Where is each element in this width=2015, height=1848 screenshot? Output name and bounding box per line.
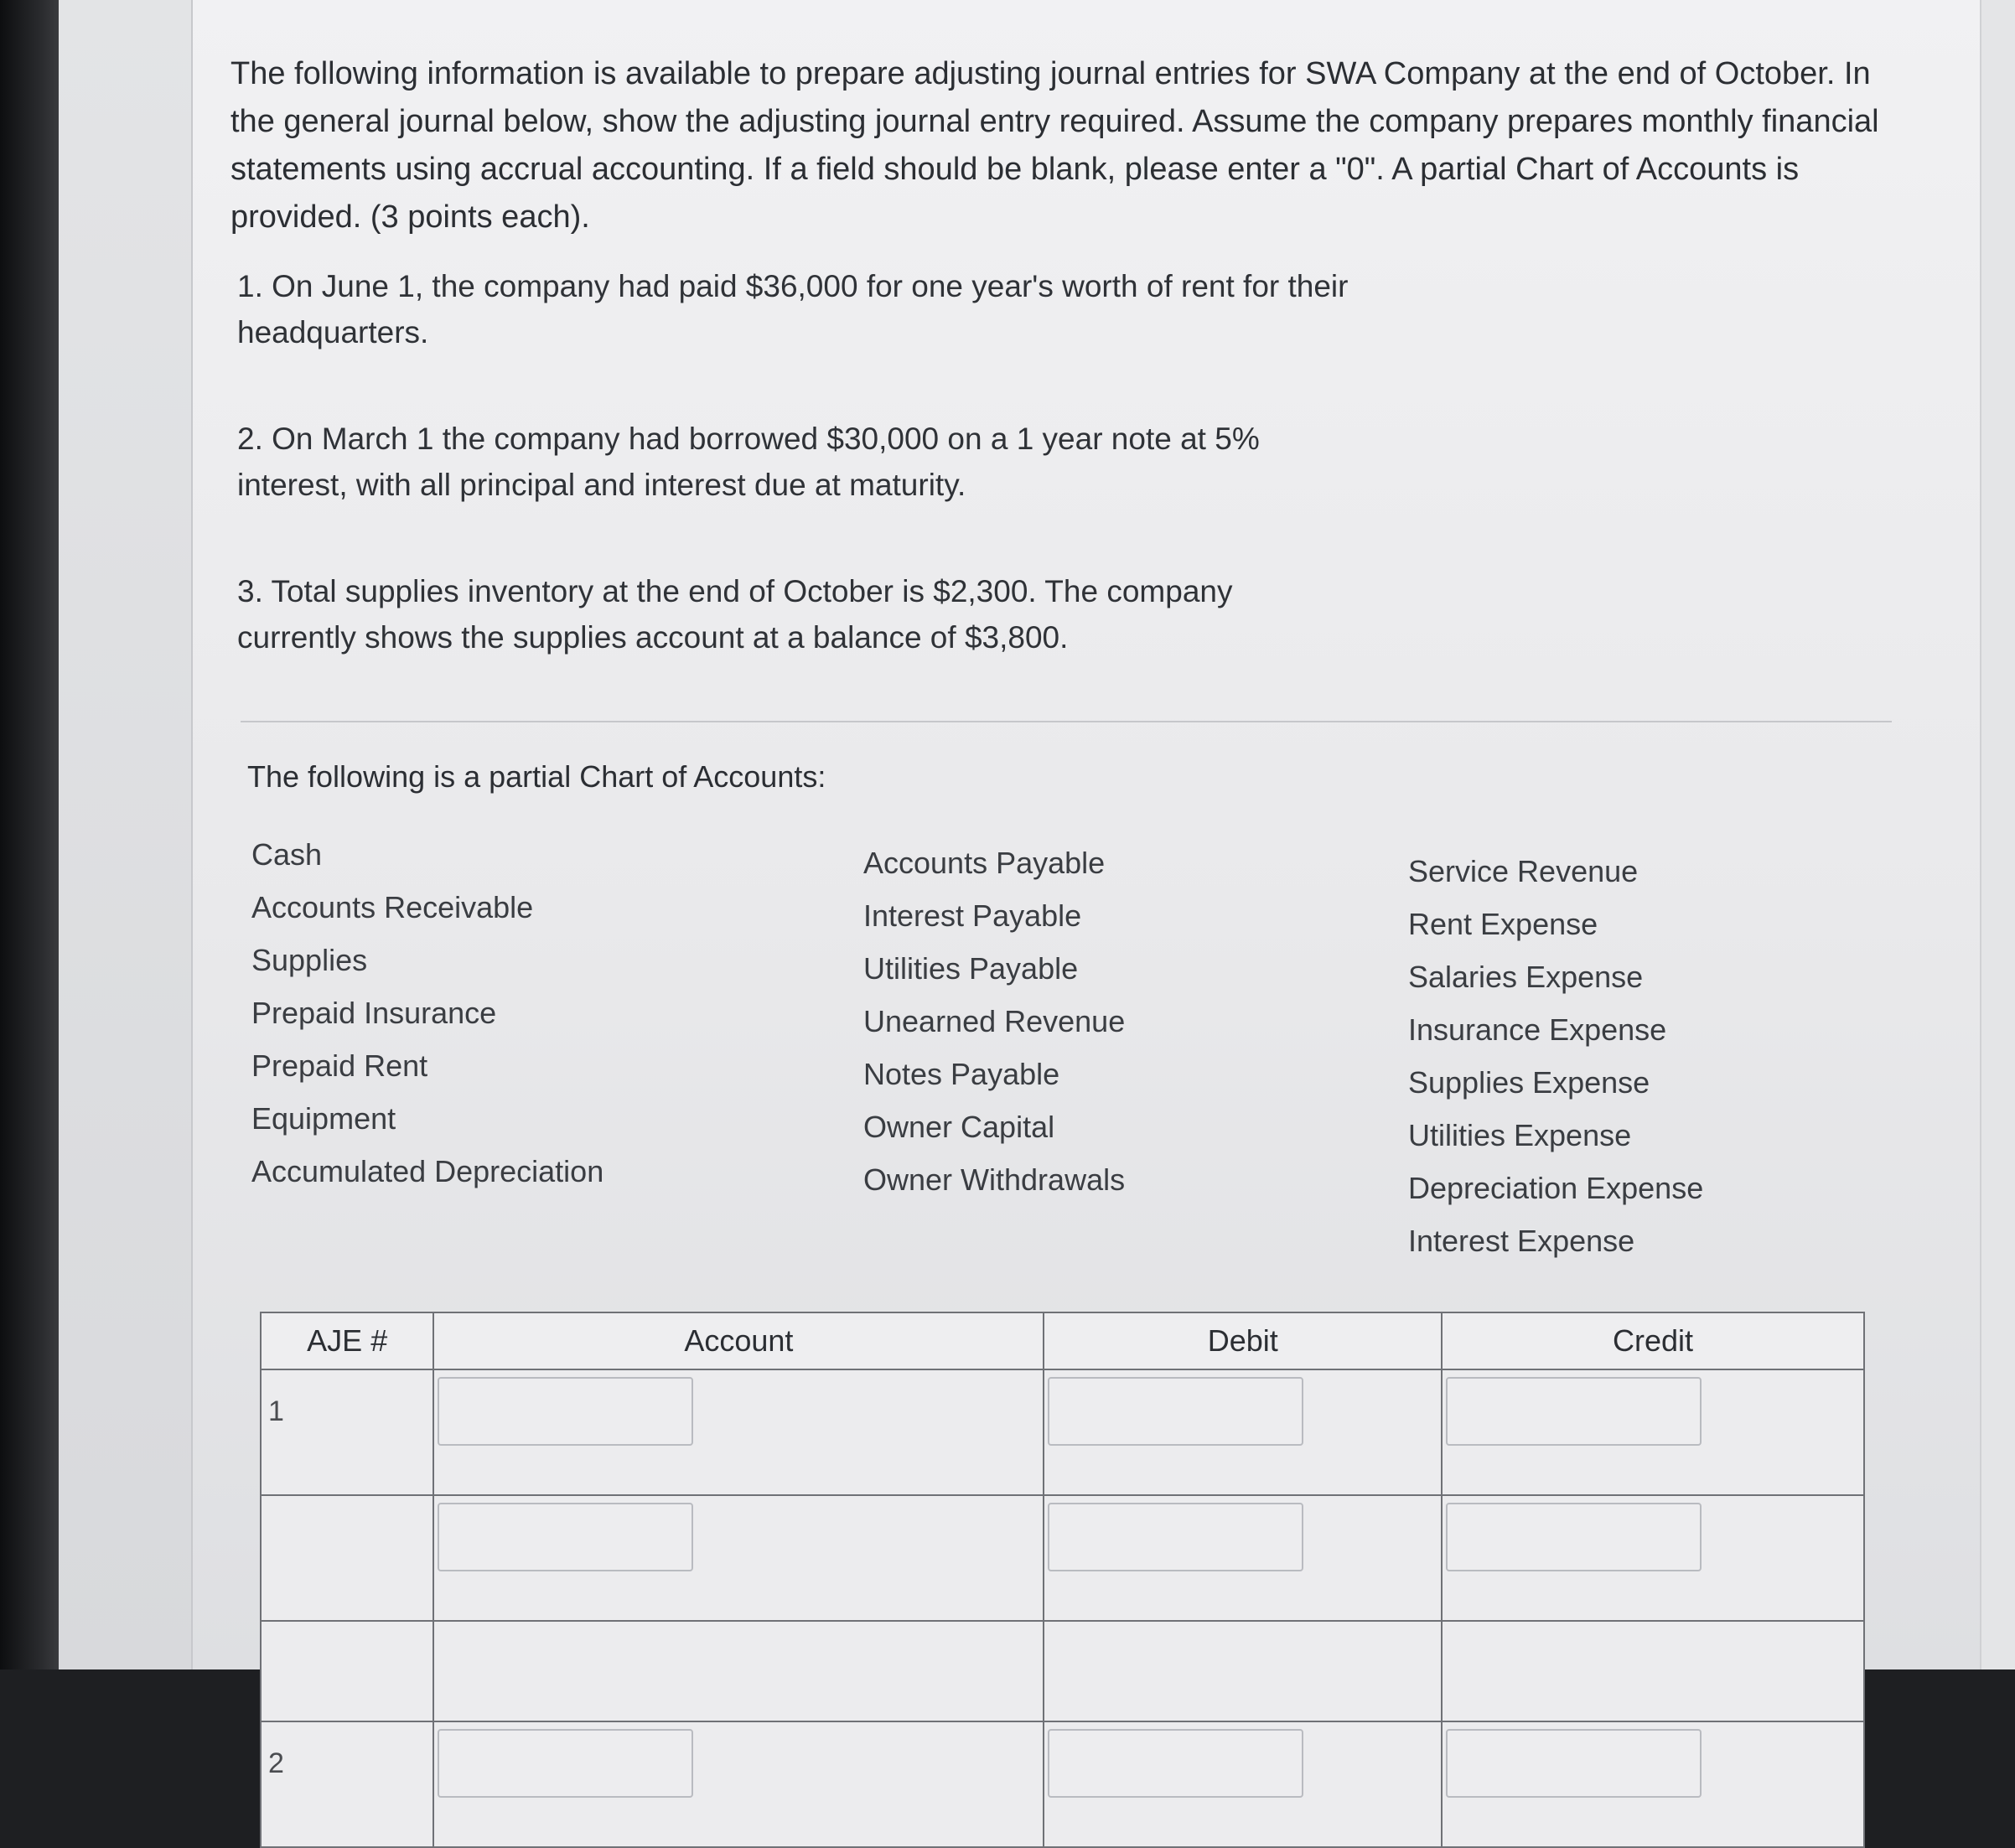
coa-account: Notes Payable [863,1057,1060,1091]
account-cell [433,1621,1044,1721]
coa-account: Utilities Payable [863,951,1079,986]
section-divider [241,721,1892,722]
problem-1: 1. On June 1, the company had paid $36,000 for one year's worth of rent for their headquarters. [237,269,1349,349]
coa-column-liabilities-equity [863,836,1125,1206]
column-header-account: Account [433,1312,1044,1369]
coa-account: Owner Withdrawals [863,1162,1126,1197]
coa-account: Prepaid Rent [251,1048,428,1083]
coa-account: Cash [251,837,323,872]
journal-row [261,1621,1864,1721]
coa-account: Interest Expense [1408,1224,1635,1258]
credit-cell [1442,1721,1864,1847]
coa-account: Accounts Payable [863,846,1106,880]
credit-input[interactable] [1446,1503,1702,1571]
coa-account: Prepaid Insurance [251,996,497,1030]
problem-2: 2. On March 1 the company had borrowed $30,000 on a 1 year note at 5% interest, with all principal and interest due at maturity. [237,422,1260,502]
credit-cell [1442,1495,1864,1621]
aje-number: 2 [261,1721,433,1847]
coa-column-revenue-expenses [1408,845,1703,1267]
coa-account: Salaries Expense [1408,960,1644,994]
chart-of-accounts [251,828,1907,1272]
right-scroll-gutter[interactable] [1980,0,2015,1669]
left-panel [59,0,193,1669]
problem-3: 3. Total supplies inventory at the end of October is $2,300. The company currently shows the supplies account at a balance of $3,800. [237,574,1233,655]
coa-account: Supplies [251,943,368,977]
aje-number [261,1621,433,1721]
coa-account: Equipment [251,1101,396,1136]
debit-cell [1044,1495,1442,1621]
journal-header-row [261,1312,1864,1369]
debit-input[interactable] [1048,1503,1303,1571]
coa-account: Owner Capital [863,1110,1055,1144]
coa-account: Insurance Expense [1408,1012,1667,1047]
account-cell [433,1369,1044,1495]
credit-cell [1442,1621,1864,1721]
debit-input[interactable] [1048,1729,1303,1798]
coa-account: Accumulated Depreciation [251,1154,604,1188]
column-header-debit: Debit [1044,1312,1442,1369]
coa-account: Depreciation Expense [1408,1171,1704,1205]
coa-account: Interest Payable [863,898,1082,933]
column-header-credit: Credit [1442,1312,1864,1369]
account-cell [433,1721,1044,1847]
monitor-bezel [0,0,59,1669]
aje-number [261,1495,433,1621]
debit-cell [1044,1369,1442,1495]
account-input[interactable] [438,1729,693,1798]
question-instructions: The following information is available to prepare adjusting journal entries for SWA Company at the end of October. In the general journal below, show the adjusting journal entry required. Assume the company prepares monthly financial statements using accrual accounting. If a field should be blank, please enter a "0". A partial Chart of Accounts is provided. (3 points each). [231,56,1879,235]
journal-row [261,1495,1864,1621]
aje-number: 1 [261,1369,433,1495]
coa-column-assets [251,828,603,1198]
debit-cell [1044,1721,1442,1847]
credit-cell [1442,1369,1864,1495]
credit-input[interactable] [1446,1729,1702,1798]
column-header-aje: AJE # [261,1312,433,1369]
account-cell [433,1495,1044,1621]
coa-account: Unearned Revenue [863,1004,1126,1038]
account-input[interactable] [438,1503,693,1571]
coa-account: Accounts Receivable [251,890,534,924]
account-input[interactable] [438,1377,693,1446]
coa-account: Rent Expense [1408,907,1598,941]
coa-account: Utilities Expense [1408,1118,1632,1152]
credit-input[interactable] [1446,1377,1702,1446]
coa-account: Service Revenue [1408,854,1639,888]
debit-cell [1044,1621,1442,1721]
debit-input[interactable] [1048,1377,1303,1446]
journal-row [261,1721,1864,1847]
coa-account: Supplies Expense [1408,1065,1650,1100]
journal-table [260,1312,1865,1848]
journal-row [261,1369,1864,1495]
chart-of-accounts-title: The following is a partial Chart of Accounts: [247,759,826,794]
question-content [231,50,1907,1272]
